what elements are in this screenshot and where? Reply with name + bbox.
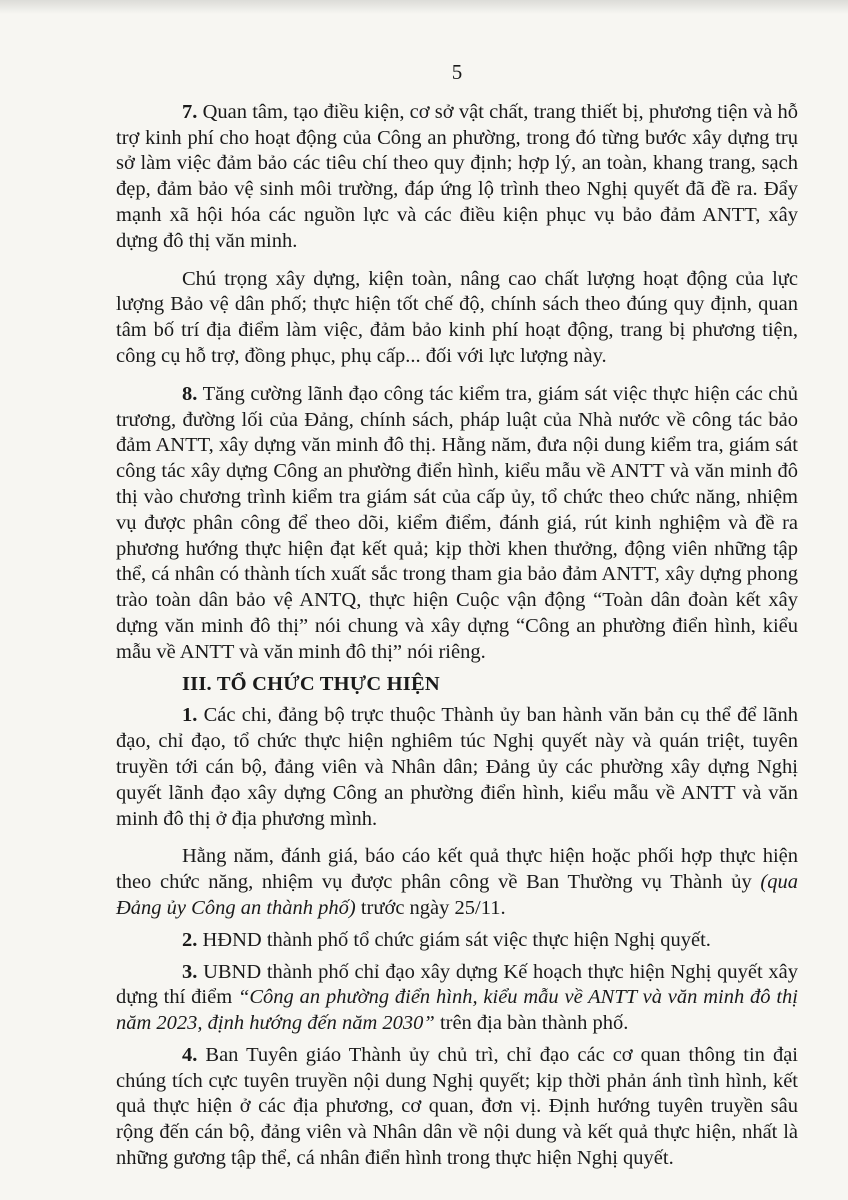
- section-7-text: Quan tâm, tạo điều kiện, cơ sở vật chất, trang thiết bị, phương tiện và hỗ trợ kinh phí cho hoạt động của Công an phường, trong đó từng bước xây dựng trụ sở làm việc đảm bảo các tiêu chí theo quy định; hợp lý, an toàn, khang trang, sạch đẹp, đảm bảo vệ sinh môi trường, đáp ứng lộ trình theo Nghị quyết đã đề ra. Đẩy mạnh xã hội hóa các nguồn lực và các điều kiện phục vụ bảo đảm ANTT, xây dựng đô thị văn minh.: [116, 100, 798, 252]
- item-2-text: HĐND thành phố tổ chức giám sát việc thực hiện Nghị quyết.: [197, 928, 711, 951]
- item-1-paragraph: [116, 703, 798, 832]
- item-3-text-post: trên địa bàn thành phố.: [434, 1012, 629, 1035]
- item-2-number: 2.: [182, 928, 198, 951]
- scan-edge-shadow: [0, 0, 848, 14]
- item-1-number: 1.: [182, 704, 198, 727]
- item-1-text2-pre: Hằng năm, đánh giá, báo cáo kết quả thực hiện hoặc phối hợp thực hiện theo chức năng, nhiệm vụ được phân công về Ban Thường vụ Thành ủy: [116, 845, 798, 894]
- item-3-text-pre: UBND thành phố chỉ đạo xây dựng Kế hoạch thực hiện Nghị quyết xây dựng thí điểm: [116, 960, 798, 1009]
- item-4-number: 4.: [182, 1043, 198, 1066]
- item-3-number: 3.: [182, 960, 198, 983]
- item-3-paragraph: [116, 960, 798, 1037]
- item-1-text2-emphasis: (qua Đảng ủy Công an thành phố): [116, 871, 798, 919]
- item-1-paragraph-2: [116, 844, 798, 921]
- item-2-paragraph: [116, 928, 798, 954]
- section-8-number: 8.: [182, 382, 198, 405]
- item-1-text2-post: trước ngày 25/11.: [355, 896, 506, 919]
- section-8-text: Tăng cường lãnh đạo công tác kiểm tra, giám sát việc thực hiện các chủ trương, đường lối của Đảng, chính sách, pháp luật của Nhà nước về công tác bảo đảm ANTT, xây dựng văn minh đô thị. Hằng năm, đưa nội dung kiểm tra, giám sát công tác xây dựng Công an phường điển hình, kiểu mẫu về ANTT và văn minh đô thị vào chương trình kiểm tra giám sát của cấp ủy, tổ chức theo chức năng, nhiệm vụ được phân công để theo dõi, kiểm điểm, đánh giá, rút kinh nghiệm và đề ra phương hướng thực hiện đạt kết quả; kịp thời khen thưởng, động viên những tập thể, cá nhân có thành tích xuất sắc trong tham gia bảo đảm ANTT, xây dựng phong trào toàn dân bảo vệ ANTQ, thực hiện Cuộc vận động “Toàn dân đoàn kết xây dựng văn minh đô thị” nói chung và xây dựng “Công an phường điển hình, kiểu mẫu về ANTT và văn minh đô thị” nói riêng.: [116, 382, 798, 663]
- section-7-paragraph-2: Chú trọng xây dựng, kiện toàn, nâng cao chất lượng hoạt động của lực lượng Bảo vệ dân phố; thực hiện tốt chế độ, chính sách theo đúng quy định, quan tâm bố trí địa điểm làm việc, đảm bảo kinh phí hoạt động, trang bị phương tiện, công cụ hỗ trợ, đồng phục, phụ cấp... đối với lực lượng này.: [116, 267, 798, 367]
- section-8-paragraph: [116, 382, 798, 666]
- item-3-text-emphasis: “Công an phường điển hình, kiểu mẫu về ANTT và văn minh đô thị năm 2023, định hướng đến năm 2030”: [116, 986, 798, 1035]
- item-4-paragraph: [116, 1043, 798, 1172]
- section-heading: III. TỔ CHỨC THỰC HIỆN: [182, 672, 440, 695]
- section-7-paragraph: [116, 100, 798, 255]
- document-page: [116, 60, 798, 1184]
- item-1-text: Các chi, đảng bộ trực thuộc Thành ủy ban hành văn bản cụ thể để lãnh đạo, chỉ đạo, tổ chức thực hiện nghiêm túc Nghị quyết này và quán triệt, tuyên truyền tới cán bộ, đảng viên và Nhân dân; Đảng ủy các phường xây dựng Nghị quyết lãnh đạo xây dựng Công an phường điển hình, kiểu mẫu về ANTT và văn minh đô thị ở địa phương mình.: [116, 704, 798, 830]
- item-4-text: Ban Tuyên giáo Thành ủy chủ trì, chỉ đạo các cơ quan thông tin đại chúng tích cực tuyên truyền nội dung Nghị quyết; kịp thời phản ánh tình hình, kết quả thực hiện ở các địa phương, cơ quan, đơn vị. Định hướng tuyên truyền sâu rộng đến cán bộ, đảng viên và Nhân dân về nội dung và kết quả thực hiện, nhất là những gương tập thể, cá nhân điển hình trong thực hiện Nghị quyết.: [116, 1043, 798, 1170]
- section-7-number: 7.: [182, 100, 198, 123]
- page-number: 5: [451, 60, 463, 84]
